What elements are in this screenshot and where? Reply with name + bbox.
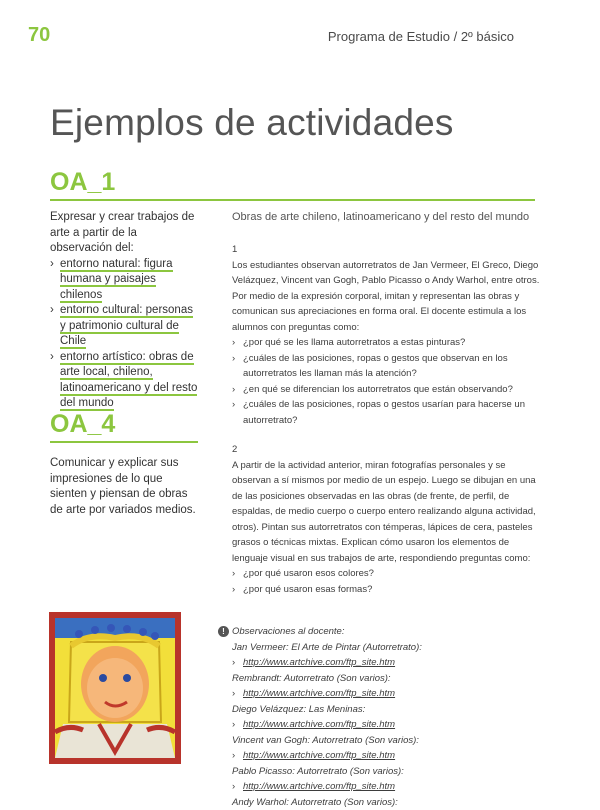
bullet-icon: › — [232, 335, 235, 351]
bullet-icon: › — [50, 257, 54, 273]
bullet-icon: › — [232, 566, 235, 582]
oa1-item — [50, 303, 200, 350]
oa1-item-text: entorno artístico: obras de arte local, chileno, latinoamericano y del resto del mundo — [60, 351, 197, 412]
bullet-icon: › — [232, 351, 235, 367]
obs-link[interactable]: http://www.artchive.com/ftp_site.htm — [243, 781, 395, 792]
running-title: Programa de Estudio / 2º básico — [328, 29, 514, 44]
obs-link-row: › http://www.artchive.com/ftp_site.htm — [232, 655, 540, 671]
obs-label: Diego Velázquez: Las Meninas: — [232, 702, 540, 718]
question-item: › ¿cuáles de las posiciones, ropas o gestos que observan en los autorretratos les llaman más la atención? — [232, 351, 540, 382]
obs-label: Andy Warhol: Autorretrato (Son varios): — [232, 795, 540, 810]
obs-label: Rembrandt: Autorretrato (Son varios): — [232, 671, 540, 687]
activities-section-title: Obras de arte chileno, latinoamericano y del resto del mundo — [232, 210, 540, 226]
activity-text: A partir de la actividad anterior, miran fotografías personales y se observan a sí mismos por medio de un espejo. Luego se dibujan en una de las posiciones observadas en las obras (de frente, de perfil, de espaldas, de medio cuerpo o cuerpo entero realizando alguna actividad, otros). Pintan sus autorretratos con témperas, lápices de cera, pasteles grasos o técnicas mixtas. Explican cómo usaron los elementos de lenguaje visual en sus trabajos de arte, respondiendo preguntas como: — [232, 458, 540, 567]
question-item: › ¿por qué usaron esas formas? — [232, 582, 540, 598]
question-item: › ¿cuáles de las posiciones, ropas o gestos usarían para hacerse un autorretrato? — [232, 397, 540, 428]
question-list — [232, 566, 540, 597]
obs-link-row: › http://www.artchive.com/ftp_site.htm — [232, 748, 540, 764]
child-portrait-drawing — [49, 612, 181, 764]
obs-link[interactable]: http://www.artchive.com/ftp_site.htm — [243, 657, 395, 668]
info-icon: ! — [218, 626, 229, 637]
activity-text: Los estudiantes observan autorretratos de Jan Vermeer, El Greco, Diego Velázquez, Vincent van Gogh, Pablo Picasso o Andy Warhol, entre otros. Por medio de la expresión corporal, imitan y representan las obras y comunican sus apreciaciones en forma oral. El docente estimula a los alumnos con preguntas como: — [232, 258, 540, 336]
obs-label: Jan Vermeer: El Arte de Pintar (Autorretrato): — [232, 640, 540, 656]
obs-link[interactable]: http://www.artchive.com/ftp_site.htm — [243, 719, 395, 730]
bullet-icon: › — [232, 397, 235, 413]
oa1-objective — [50, 210, 200, 412]
obs-link[interactable]: http://www.artchive.com/ftp_site.htm — [243, 750, 395, 761]
obs-label: Pablo Picasso: Autorretrato (Son varios): — [232, 764, 540, 780]
bullet-icon: › — [50, 350, 54, 366]
oa4-objective: Comunicar y explicar sus impresiones de lo que sienten y piensan de obras de arte por variados medios. — [50, 456, 200, 518]
activity-2 — [232, 442, 540, 597]
activity-1 — [232, 242, 540, 428]
activity-number: 2 — [232, 442, 540, 458]
question-item: › ¿por qué se les llama autorretratos a estas pinturas? — [232, 335, 540, 351]
oa1-item — [50, 257, 200, 304]
oa1-list — [50, 257, 200, 412]
observations-title: ! Observaciones al docente: — [232, 624, 540, 640]
self-portrait-image — [49, 612, 181, 764]
activity-number: 1 — [232, 242, 540, 258]
question-item: › ¿en qué se diferencian los autorretratos que están observando? — [232, 382, 540, 398]
obs-label: Vincent van Gogh: Autorretrato (Son varios): — [232, 733, 540, 749]
oa1-heading: OA_1 — [50, 168, 535, 201]
oa1-item-text: entorno cultural: personas y patrimonio cultural de Chile — [60, 304, 193, 349]
bullet-icon: › — [232, 582, 235, 598]
question-item: › ¿por qué usaron esos colores? — [232, 566, 540, 582]
page-title: Ejemplos de actividades — [50, 102, 454, 144]
oa4-heading: OA_4 — [50, 410, 198, 443]
page-number: 70 — [28, 24, 50, 47]
obs-link-row: › http://www.artchive.com/ftp_site.htm — [232, 779, 540, 795]
question-list — [232, 335, 540, 428]
oa1-item-text: entorno natural: figura humana y paisajes chilenos — [60, 258, 173, 303]
bullet-icon: › — [50, 303, 54, 319]
bullet-icon: › — [232, 382, 235, 398]
oa1-item — [50, 350, 200, 412]
obs-link[interactable]: http://www.artchive.com/ftp_site.htm — [243, 688, 395, 699]
obs-link-row: › http://www.artchive.com/ftp_site.htm — [232, 686, 540, 702]
oa1-intro: Expresar y crear trabajos de arte a partir de la observación del: — [50, 210, 200, 257]
teacher-observations — [232, 624, 540, 810]
obs-link-row: › http://www.artchive.com/ftp_site.htm — [232, 717, 540, 733]
